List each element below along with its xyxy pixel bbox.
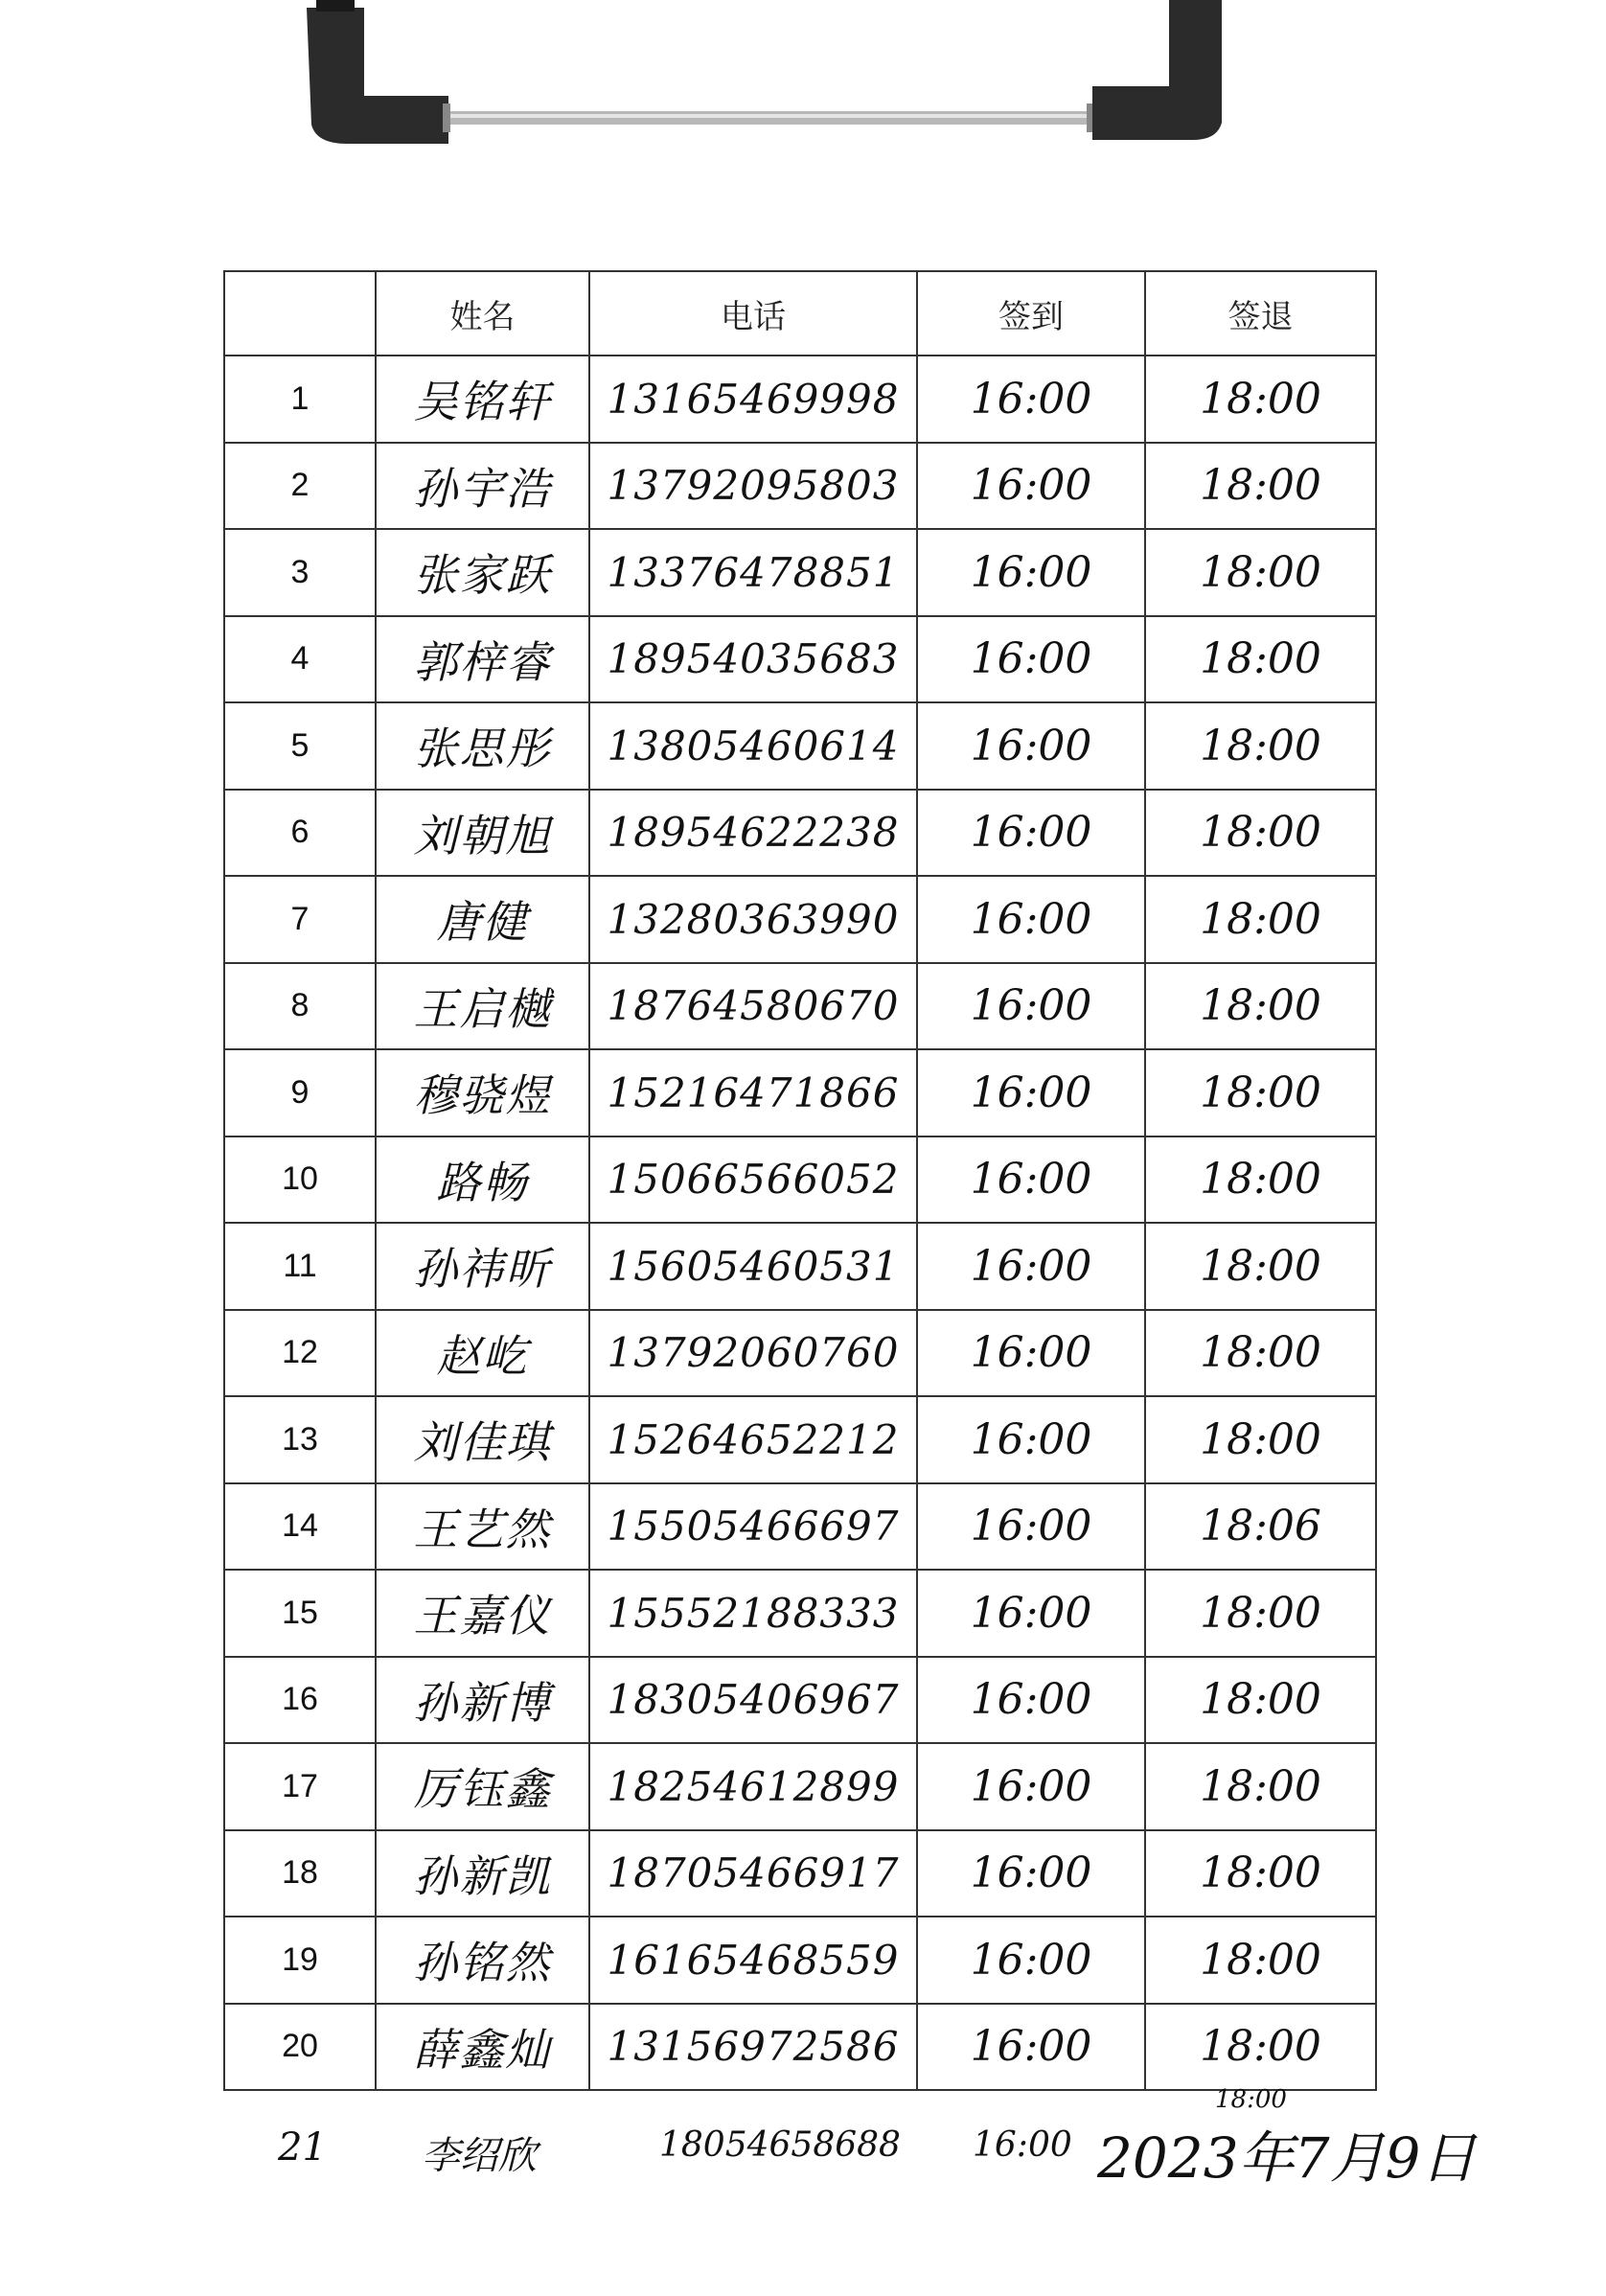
row-index: 8 <box>224 963 376 1050</box>
header-sign-in: 签到 <box>917 271 1145 356</box>
row-phone: 13792095803 <box>589 443 917 530</box>
row-index: 15 <box>224 1570 376 1657</box>
row-sign-in: 16:00 <box>917 1310 1145 1397</box>
table-row <box>224 1483 1376 1571</box>
row-sign-in: 16:00 <box>917 1743 1145 1830</box>
row-sign-in: 16:00 <box>917 616 1145 703</box>
row-name: 郭梓睿 <box>376 616 589 703</box>
row-index: 18 <box>224 1830 376 1917</box>
row-index: 14 <box>224 1483 376 1571</box>
row-index: 20 <box>224 2004 376 2091</box>
row-sign-in: 16:00 <box>917 1396 1145 1483</box>
row-index: 19 <box>224 1917 376 2004</box>
row-phone: 15216471866 <box>589 1049 917 1137</box>
sign-in-table <box>223 270 1377 2091</box>
row-index: 4 <box>224 616 376 703</box>
clip-right-handle-icon <box>1092 0 1222 140</box>
row-phone: 15552188333 <box>589 1570 917 1657</box>
row-phone: 15066566052 <box>589 1137 917 1224</box>
row-index: 1 <box>224 356 376 443</box>
table-row <box>224 356 1376 443</box>
row-name: 王启樾 <box>376 963 589 1050</box>
row-sign-in: 16:00 <box>917 1657 1145 1744</box>
table-row <box>224 443 1376 530</box>
row-index: 13 <box>224 1396 376 1483</box>
row-sign-out: 18:00 <box>1145 1743 1376 1830</box>
clipboard-clip <box>0 0 1606 163</box>
row-index: 7 <box>224 876 376 963</box>
clip-bar-icon <box>443 103 1094 132</box>
row-phone: 13165469998 <box>589 356 917 443</box>
row-index: 2 <box>224 443 376 530</box>
row-phone: 13156972586 <box>589 2004 917 2091</box>
row-name: 孙新凯 <box>376 1830 589 1917</box>
row-index: 10 <box>224 1137 376 1224</box>
row-name: 张思彤 <box>376 702 589 790</box>
row-name: 王艺然 <box>376 1483 589 1571</box>
table-row <box>224 790 1376 877</box>
row-sign-in: 16:00 <box>917 2004 1145 2091</box>
row-phone: 18305406967 <box>589 1657 917 1744</box>
row-sign-out: 18:00 <box>1145 1310 1376 1397</box>
row-name: 王嘉仪 <box>376 1570 589 1657</box>
row-sign-in: 16:00 <box>917 1830 1145 1917</box>
row-phone: 18954622238 <box>589 790 917 877</box>
row-name: 张家跃 <box>376 529 589 616</box>
table-row <box>224 1657 1376 1744</box>
table-header-row <box>224 271 1376 356</box>
row-phone: 18705466917 <box>589 1830 917 1917</box>
row-name: 赵屹 <box>376 1310 589 1397</box>
row-sign-out: 18:00 <box>1145 2004 1376 2091</box>
row-sign-out: 18:00 <box>1145 963 1376 1050</box>
header-index <box>224 271 376 356</box>
row-index: 6 <box>224 790 376 877</box>
table-row <box>224 2004 1376 2091</box>
row-name: 厉钰鑫 <box>376 1743 589 1830</box>
row-sign-in: 16:00 <box>917 1917 1145 2004</box>
row-index: 17 <box>224 1743 376 1830</box>
row-name: 孙宇浩 <box>376 443 589 530</box>
row-sign-out: 18:00 <box>1145 1049 1376 1137</box>
row-sign-out: 18:00 <box>1145 790 1376 877</box>
row-sign-out: 18:00 <box>1145 443 1376 530</box>
row-phone: 13376478851 <box>589 529 917 616</box>
row-phone: 13805460614 <box>589 702 917 790</box>
row-sign-in: 16:00 <box>917 529 1145 616</box>
row-name: 孙祎昕 <box>376 1223 589 1310</box>
row-sign-in: 16:00 <box>917 790 1145 877</box>
extra-row-index: 21 <box>278 2125 327 2170</box>
row-name: 刘朝旭 <box>376 790 589 877</box>
table-row <box>224 616 1376 703</box>
row-sign-in: 16:00 <box>917 702 1145 790</box>
row-sign-in: 16:00 <box>917 1049 1145 1137</box>
row-sign-in: 16:00 <box>917 356 1145 443</box>
row-index: 9 <box>224 1049 376 1137</box>
row-sign-out: 18:00 <box>1145 1657 1376 1744</box>
row-name: 穆骁煜 <box>376 1049 589 1137</box>
table-row <box>224 1223 1376 1310</box>
row-index: 16 <box>224 1657 376 1744</box>
table-row <box>224 702 1376 790</box>
row-sign-in: 16:00 <box>917 1570 1145 1657</box>
header-name: 姓名 <box>376 271 589 356</box>
header-sign-out: 签退 <box>1145 271 1376 356</box>
row-name: 刘佳琪 <box>376 1396 589 1483</box>
extra-row-phone: 18054658688 <box>659 2125 901 2165</box>
table-row <box>224 963 1376 1050</box>
row-sign-out: 18:00 <box>1145 529 1376 616</box>
table-row <box>224 1830 1376 1917</box>
row-name: 孙新博 <box>376 1657 589 1744</box>
clip-left-handle-icon <box>307 0 448 144</box>
row-sign-in: 16:00 <box>917 443 1145 530</box>
row-sign-out: 18:00 <box>1145 616 1376 703</box>
row-sign-in: 16:00 <box>917 963 1145 1050</box>
extra-row-sign-out: 18:00 <box>1215 2085 1287 2114</box>
row-name: 孙铭然 <box>376 1917 589 2004</box>
row-sign-in: 16:00 <box>917 1483 1145 1571</box>
table-row <box>224 1743 1376 1830</box>
table-row <box>224 1137 1376 1224</box>
row-sign-in: 16:00 <box>917 1223 1145 1310</box>
row-name: 吴铭轩 <box>376 356 589 443</box>
table-row <box>224 529 1376 616</box>
row-sign-out: 18:00 <box>1145 702 1376 790</box>
row-phone: 18954035683 <box>589 616 917 703</box>
row-sign-out: 18:00 <box>1145 1830 1376 1917</box>
table-row <box>224 1917 1376 2004</box>
row-phone: 18764580670 <box>589 963 917 1050</box>
extra-row-name: 李绍欣 <box>422 2134 537 2178</box>
row-name: 路畅 <box>376 1137 589 1224</box>
table-row <box>224 1049 1376 1137</box>
row-sign-out: 18:00 <box>1145 1223 1376 1310</box>
row-phone: 13792060760 <box>589 1310 917 1397</box>
row-sign-out: 18:00 <box>1145 1570 1376 1657</box>
row-sign-out: 18:00 <box>1145 1137 1376 1224</box>
row-phone: 15605460531 <box>589 1223 917 1310</box>
document-date: 2023年7月9日 <box>1097 2125 1477 2191</box>
row-sign-out: 18:00 <box>1145 876 1376 963</box>
row-name: 薛鑫灿 <box>376 2004 589 2091</box>
row-sign-out: 18:00 <box>1145 356 1376 443</box>
row-sign-out: 18:06 <box>1145 1483 1376 1571</box>
row-phone: 15264652212 <box>589 1396 917 1483</box>
row-sign-in: 16:00 <box>917 1137 1145 1224</box>
header-phone: 电话 <box>589 271 917 356</box>
extra-row-sign-in: 16:00 <box>973 2125 1072 2165</box>
table-row <box>224 1570 1376 1657</box>
table-row <box>224 876 1376 963</box>
row-phone: 15505466697 <box>589 1483 917 1571</box>
table-row <box>224 1396 1376 1483</box>
row-sign-in: 16:00 <box>917 876 1145 963</box>
row-phone: 13280363990 <box>589 876 917 963</box>
row-name: 唐健 <box>376 876 589 963</box>
row-phone: 16165468559 <box>589 1917 917 2004</box>
row-index: 3 <box>224 529 376 616</box>
row-index: 11 <box>224 1223 376 1310</box>
row-index: 5 <box>224 702 376 790</box>
row-phone: 18254612899 <box>589 1743 917 1830</box>
table-row <box>224 1310 1376 1397</box>
row-sign-out: 18:00 <box>1145 1917 1376 2004</box>
row-sign-out: 18:00 <box>1145 1396 1376 1483</box>
row-index: 12 <box>224 1310 376 1397</box>
